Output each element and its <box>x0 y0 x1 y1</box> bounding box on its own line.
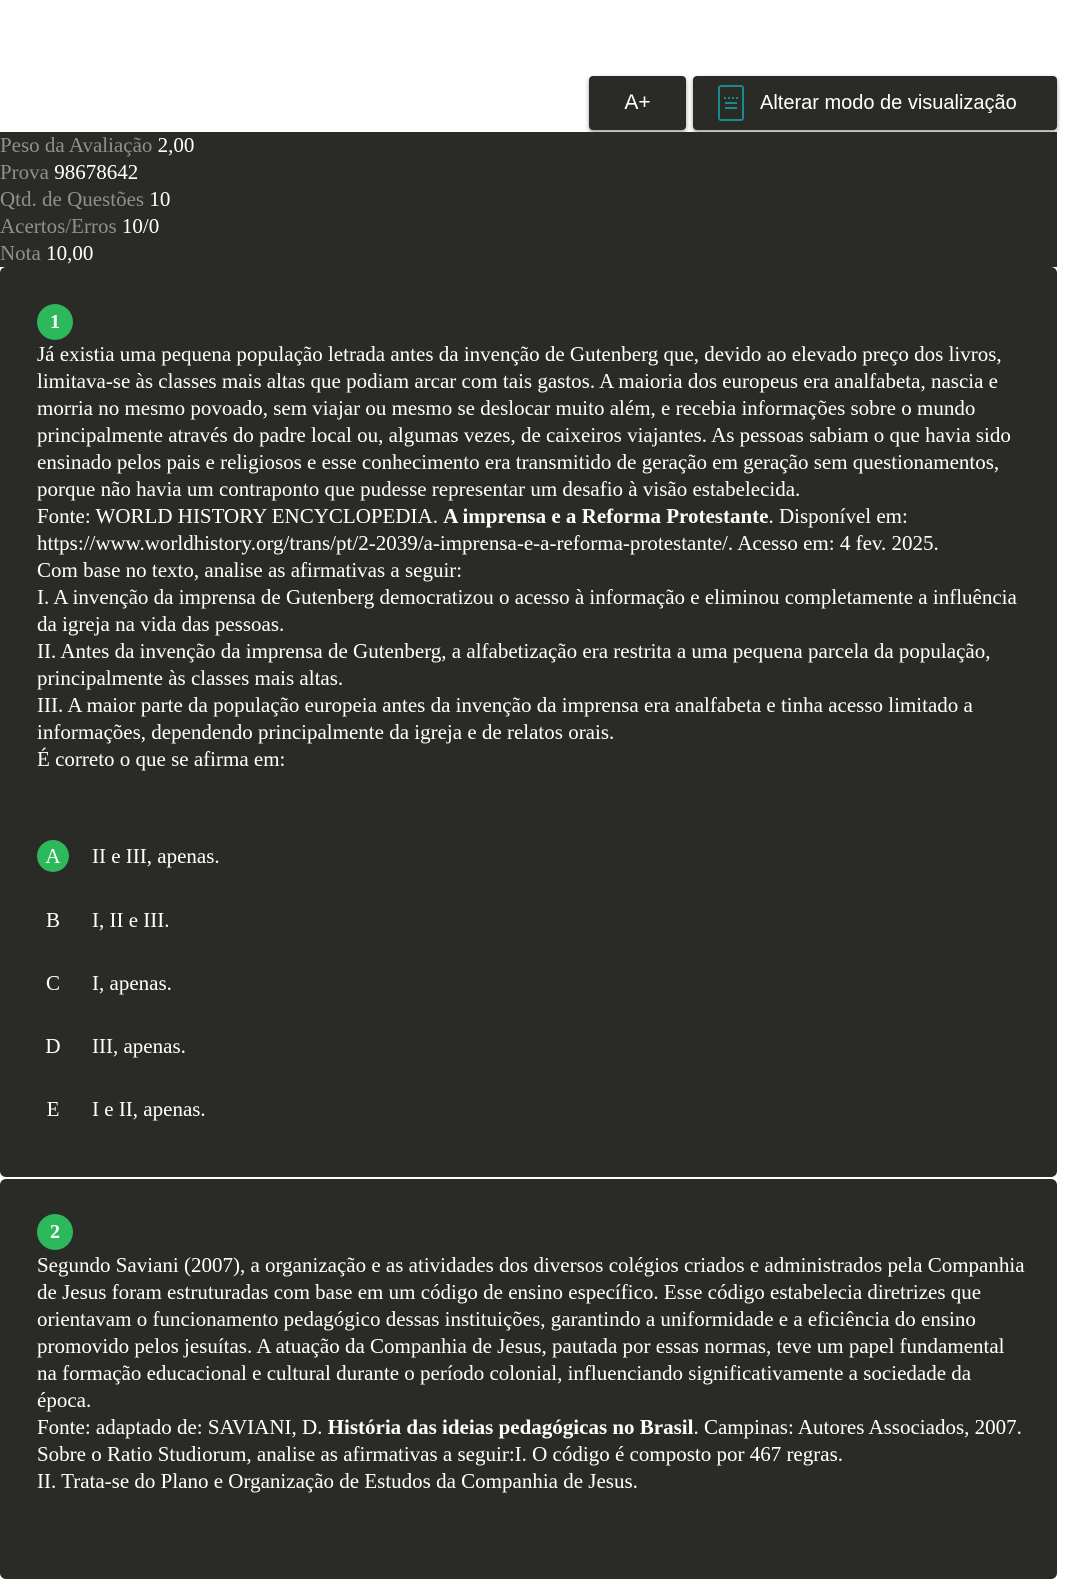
view-mode-button[interactable] <box>693 76 1057 130</box>
question-number-badge: 2 <box>37 1214 73 1250</box>
question-card-2 <box>0 1179 1057 1579</box>
toolbar <box>589 76 1057 130</box>
option-text: II e III, apenas. <box>92 843 220 868</box>
increase-font-button[interactable]: A+ <box>589 76 686 130</box>
source-title: A imprensa e a Reforma Protestante <box>443 504 769 528</box>
question-paragraph: Já existia uma pequena população letrada antes da invenção de Gutenberg que, devido ao elevado preço dos livros, limitava-se às classes mais altas que podiam arcar com tais gastos. A maioria dos europeus era analfabeta, nascia e morria no mesmo povoado, sem viajar ou mesmo se deslocar muito além, e recebia informações sobre o mundo principalmente através do padre local ou, algumas vezes, de caixeiros viajantes. As pessoas sabiam o que havia sido ensinado pelos pais e religiosos e esse conhecimento era transmitido de geração em geração sem questionamentos, porque não havia um contraponto que pudesse representar um desafio à visão estabelecida. <box>37 342 1011 501</box>
question-statement-1: II. Trata-se do Plano e Organização de Estudos da Companhia de Jesus. <box>37 1469 638 1493</box>
question-source <box>37 1414 1027 1441</box>
option-c[interactable] <box>37 967 172 999</box>
option-text: I, II e III. <box>92 907 170 932</box>
summary-peso-value: 2,00 <box>157 133 195 157</box>
summary-peso-label: Peso da Avaliação <box>0 133 153 157</box>
summary-prova-label: Prova <box>0 160 49 184</box>
source-prefix: Fonte: adaptado de: SAVIANI, D. <box>37 1415 328 1439</box>
summary-nota-label: Nota <box>0 241 41 265</box>
question-source <box>37 503 1027 557</box>
option-letter: E <box>46 1096 60 1121</box>
source-title: História das ideias pedagógicas no Brasil <box>327 1415 694 1439</box>
question-prompt: Com base no texto, analise as afirmativas a seguir: <box>37 558 463 582</box>
question-paragraph: Segundo Saviani (2007), a organização e as atividades dos diversos colégios criados e administrados pela Companhia de Jesus foram estruturadas com base em um código de ensino específico. Esse código estabelecia diretrizes que orientavam o funcionamento pedagógico dessas instituições, garantindo a uniformidade e a eficiência do ensino promovido pelos jesuítas. A atuação da Companhia de Jesus, pautada por essas normas, teve um papel fundamental na formação educacional e cultural durante o período colonial, influenciando significativamente a sociedade da época. <box>37 1253 1025 1412</box>
option-e[interactable] <box>37 1093 206 1125</box>
summary-peso <box>0 132 1057 159</box>
option-a[interactable] <box>37 840 220 872</box>
option-d[interactable] <box>37 1030 186 1062</box>
exam-summary <box>0 132 1057 267</box>
question-text <box>37 341 1027 773</box>
option-letter: D <box>45 1033 61 1058</box>
question-number-badge: 1 <box>37 304 73 340</box>
summary-acertos-label: Acertos/Erros <box>0 214 117 238</box>
source-prefix: Fonte: WORLD HISTORY ENCYCLOPEDIA. <box>37 504 444 528</box>
option-text: I, apenas. <box>92 970 172 995</box>
summary-prova-value: 98678642 <box>54 160 139 184</box>
option-b[interactable] <box>37 904 170 936</box>
question-card-1 <box>0 267 1057 1177</box>
summary-acertos <box>0 213 1057 240</box>
summary-questoes <box>0 186 1057 213</box>
summary-acertos-value: 10/0 <box>121 214 160 238</box>
question-statement-2: II. Antes da invenção da imprensa de Gutenberg, a alfabetização era restrita a uma pequena parcela da população, principalmente às classes mais altas. <box>37 639 991 690</box>
question-statement-1: I. A invenção da imprensa de Gutenberg democratizou o acesso à informação e eliminou completamente a influência da igreja na vida das pessoas. <box>37 585 1017 636</box>
option-text: III, apenas. <box>92 1033 186 1058</box>
question-text <box>37 1252 1027 1495</box>
summary-nota-value: 10,00 <box>46 241 94 265</box>
document-view-icon <box>718 85 744 121</box>
source-suffix: . Campinas: Autores Associados, 2007. <box>693 1415 1022 1439</box>
summary-nota <box>0 240 1057 267</box>
option-letter: C <box>45 970 60 995</box>
option-text: I e II, apenas. <box>92 1096 206 1121</box>
summary-prova <box>0 159 1057 186</box>
summary-questoes-label: Qtd. de Questões <box>0 187 145 211</box>
summary-questoes-value: 10 <box>149 187 171 211</box>
question-statement-3: III. A maior parte da população europeia antes da invenção da imprensa era analfabeta e tinha acesso limitado a informações, dependendo principalmente da igreja e de relatos orais. <box>37 693 973 744</box>
question-stem: É correto o que se afirma em: <box>37 747 286 771</box>
question-prompt: Sobre o Ratio Studiorum, analise as afirmativas a seguir:I. O código é composto por 467 regras. <box>37 1442 843 1466</box>
source-suffix: . Disponível em: https://www.worldhistory.org/trans/pt/2-2039/a-imprensa-e-a-reforma-protestante/. Acesso em: 4 fev. 2025. <box>37 504 939 555</box>
option-letter-correct: A <box>37 840 69 872</box>
option-letter: B <box>45 907 60 932</box>
view-mode-label: Alterar modo de visualização <box>760 91 1017 114</box>
